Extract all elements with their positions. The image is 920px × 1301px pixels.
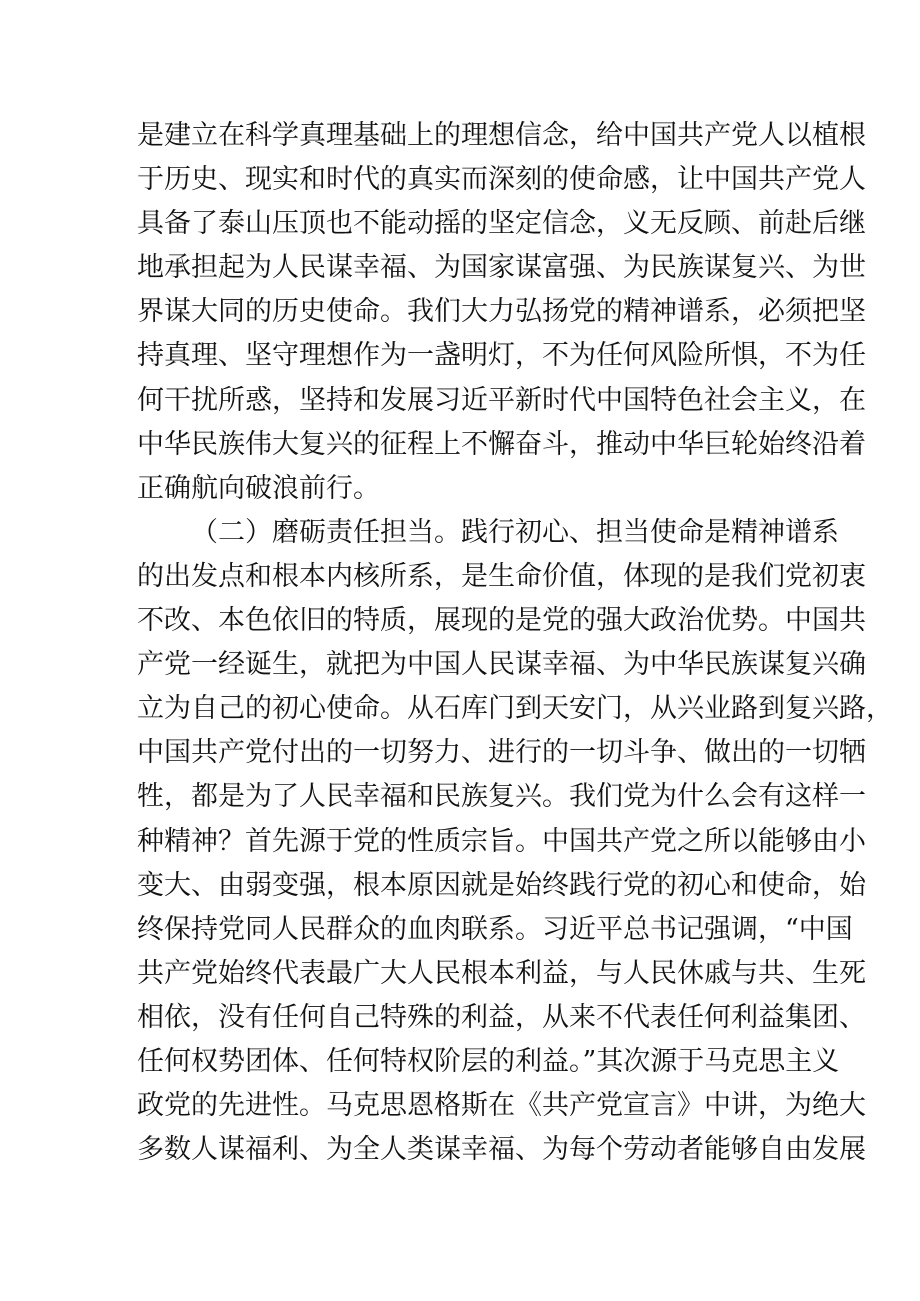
paragraph-1-line: 何干扰所惑，坚持和发展习近平新时代中国特色社会主义，在 [137, 384, 866, 416]
paragraph-1-line: 持真理、坚守理想作为一盏明灯，不为任何风险所惧，不为任 [137, 340, 866, 372]
paragraph-2-line: 产党一经诞生，就把为中国人民谋幸福、为中华民族谋复兴确 [137, 649, 866, 681]
paragraph-1-line: 界谋大同的历史使命。我们大力弘扬党的精神谱系，必须把坚 [137, 296, 866, 328]
paragraph-2-line: 共产党始终代表最广大人民根本利益，与人民休戚与共、生死 [137, 957, 866, 989]
paragraph-2 [137, 511, 893, 1172]
paragraph-2-line: 立为自己的初心使命。从石库门到天安门，从兴业路到复兴路， [137, 693, 893, 725]
paragraph-2-line: 的出发点和根本内核所系，是生命价值，体现的是我们党初衷 [137, 560, 866, 592]
paragraph-2-line: 多数人谋福利、为全人类谋幸福、为每个劳动者能够自由发展 [137, 1134, 866, 1166]
paragraph-1 [137, 114, 866, 511]
paragraph-1-line: 地承担起为人民谋幸福、为国家谋富强、为民族谋复兴、为世 [137, 252, 866, 284]
paragraph-2-line: 政党的先进性。马克思恩格斯在《共产党宣言》中讲，为绝大 [137, 1090, 866, 1122]
paragraph-2-line: 种精神？首先源于党的性质宗旨。中国共产党之所以能够由小 [137, 825, 866, 857]
paragraph-2-line: 终保持党同人民群众的血肉联系。习近平总书记强调，“中国 [137, 913, 853, 945]
paragraph-2-line: 任何权势团体、任何特权阶层的利益。”其次源于马克思主义 [137, 1045, 840, 1077]
paragraph-2-line: （二）磨砺责任担当。践行初心、担当使命是精神谱系 [191, 516, 839, 548]
paragraph-2-line: 相依，没有任何自己特殊的利益，从来不代表任何利益集团、 [137, 1001, 866, 1033]
document-body [137, 114, 893, 1172]
paragraph-1-line: 中华民族伟大复兴的征程上不懈奋斗，推动中华巨轮始终沿着 [137, 428, 866, 460]
paragraph-1-line: 于历史、现实和时代的真实而深刻的使命感，让中国共产党人 [137, 164, 866, 196]
paragraph-2-line: 中国共产党付出的一切努力、进行的一切斗争、做出的一切牺 [137, 737, 866, 769]
paragraph-2-line: 不改、本色依旧的特质，展现的是党的强大政治优势。中国共 [137, 605, 866, 637]
paragraph-1-line: 具备了泰山压顶也不能动摇的坚定信念，义无反顾、前赴后继 [137, 208, 866, 240]
paragraph-1-line: 正确航向破浪前行。 [137, 472, 380, 504]
paragraph-2-line: 牲，都是为了人民幸福和民族复兴。我们党为什么会有这样一 [137, 781, 866, 813]
paragraph-2-line: 变大、由弱变强，根本原因就是始终践行党的初心和使命，始 [137, 869, 866, 901]
paragraph-1-line: 是建立在科学真理基础上的理想信念，给中国共产党人以植根 [137, 120, 866, 151]
